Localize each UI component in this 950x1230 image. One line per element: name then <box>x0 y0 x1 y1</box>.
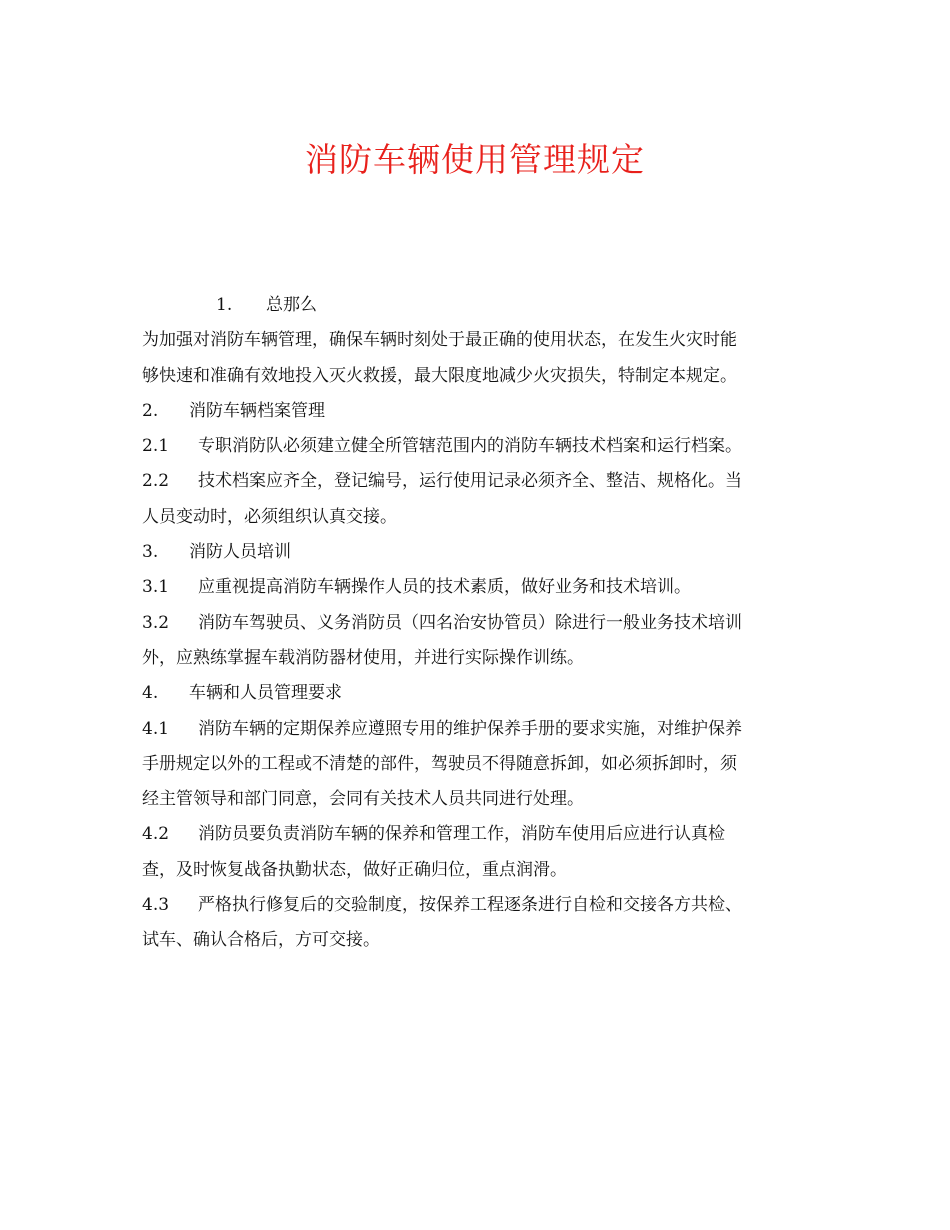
clause-number: 4.2 <box>142 824 170 845</box>
section-heading-text: 消防车辆档案管理 <box>189 400 325 421</box>
paragraph-line <box>142 747 808 782</box>
section-heading-text: 车辆和人员管理要求 <box>189 683 342 704</box>
clause-4-1 <box>142 712 808 747</box>
clause-text: 消防车驾驶员、义务消防员（四名治安协管员）除进行一般业务技术培训 <box>198 612 742 633</box>
section-number: 3. <box>142 542 159 563</box>
clause-3-1 <box>142 570 808 605</box>
clause-3-2 <box>142 606 808 641</box>
clause-text: 消防车辆的定期保养应遵照专用的维护保养手册的要求实施，对维护保养 <box>198 718 742 739</box>
paragraph-line <box>142 500 808 535</box>
section-number: 2. <box>142 400 159 421</box>
paragraph-text: 外，应熟练掌握车载消防器材使用，并进行实际操作训练。 <box>142 647 584 668</box>
paragraph-line <box>142 853 808 888</box>
document-body <box>142 288 808 959</box>
clause-number: 3.2 <box>142 612 170 633</box>
clause-4-2 <box>142 817 808 852</box>
section-number: 1. <box>216 295 233 315</box>
paragraph-text: 查，及时恢复战备执勤状态，做好正确归位，重点润滑。 <box>142 859 567 880</box>
paragraph-text: 经主管领导和部门同意，会同有关技术人员共同进行处理。 <box>142 789 584 810</box>
clause-number: 4.1 <box>142 718 170 739</box>
paragraph-text: 人员变动时，必须组织认真交接。 <box>142 506 397 527</box>
paragraph-line <box>142 323 808 358</box>
clause-number: 2.1 <box>142 436 170 457</box>
section-heading-text: 总那么 <box>266 295 317 315</box>
paragraph-line <box>142 923 808 958</box>
clause-number: 4.3 <box>142 895 170 916</box>
section-heading-4 <box>142 676 808 711</box>
clause-text: 应重视提高消防车辆操作人员的技术素质，做好业务和技术培训。 <box>198 577 691 598</box>
paragraph-text: 试车、确认合格后，方可交接。 <box>142 930 380 951</box>
section-heading-text: 消防人员培训 <box>189 542 291 563</box>
section-heading-1 <box>142 288 808 323</box>
section-heading-3 <box>142 535 808 570</box>
clause-2-1 <box>142 429 808 464</box>
paragraph-line <box>142 359 808 394</box>
paragraph-line <box>142 782 808 817</box>
clause-number: 2.2 <box>142 471 170 492</box>
clause-number: 3.1 <box>142 577 170 598</box>
paragraph-line <box>142 641 808 676</box>
clause-text: 消防员要负责消防车辆的保养和管理工作，消防车使用后应进行认真检 <box>198 824 725 845</box>
clause-text: 技术档案应齐全，登记编号，运行使用记录必须齐全、整洁、规格化。当 <box>198 471 742 492</box>
section-number: 4. <box>142 683 159 704</box>
section-heading-2 <box>142 394 808 429</box>
paragraph-text: 够快速和准确有效地投入灭火救援，最大限度地减少火灾损失，特制定本规定。 <box>142 365 737 386</box>
clause-2-2 <box>142 464 808 499</box>
document-title: 消防车辆使用管理规定 <box>305 140 645 179</box>
clause-text: 严格执行修复后的交验制度，按保养工程逐条进行自检和交接各方共检、 <box>198 895 742 916</box>
paragraph-text: 手册规定以外的工程或不清楚的部件，驾驶员不得随意拆卸，如必须拆卸时，须 <box>142 753 737 774</box>
paragraph-text: 为加强对消防车辆管理，确保车辆时刻处于最正确的使用状态，在发生火灾时能 <box>142 330 737 351</box>
clause-text: 专职消防队必须建立健全所管辖范围内的消防车辆技术档案和运行档案。 <box>198 436 742 457</box>
clause-4-3 <box>142 888 808 923</box>
